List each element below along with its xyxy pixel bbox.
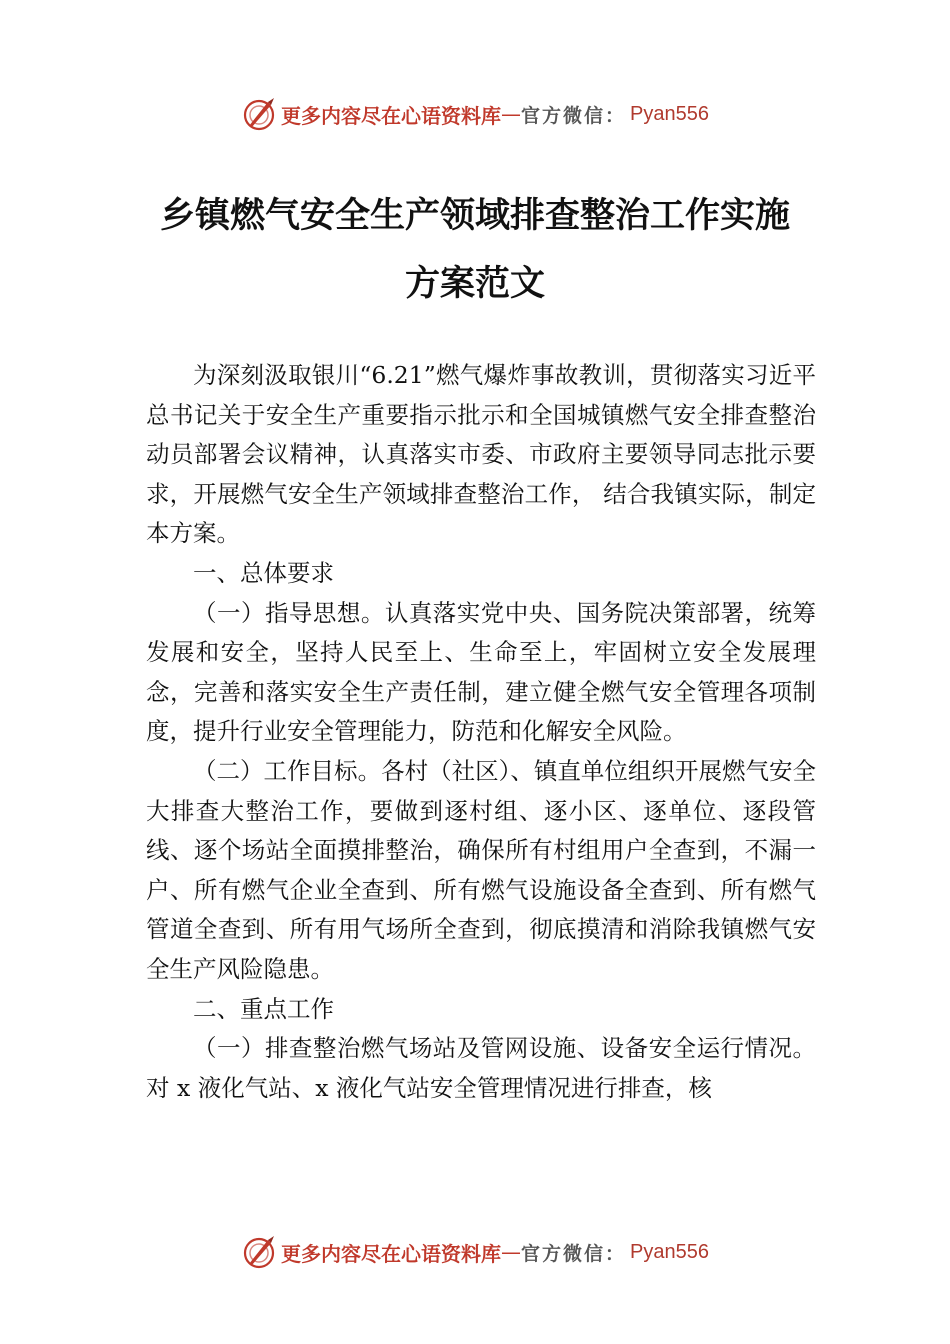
section-heading-general-requirements: 一、总体要求 xyxy=(193,558,334,587)
document-body xyxy=(146,356,816,1108)
header-brand-text: 更多内容尽在心语资料库 xyxy=(281,103,501,128)
intro-paragraph: 为深刻汲取银川“6.21”燃气爆炸事故教训，贯彻落实习近平总书记关于安全生产重要指示批示和全国城镇燃气安全排查整治动员部署会议精神，认真落实市委、市政府主要领导同志批示要求，开展燃气安全生产领域排查整治工作， 结合我镇实际，制定本方案。 xyxy=(146,361,816,548)
header-banner xyxy=(0,94,950,134)
document-title-line-2: 方案范文 xyxy=(404,263,545,304)
section-heading-key-work: 二、重点工作 xyxy=(193,994,334,1023)
footer-wechat-id: Pyan556 xyxy=(630,1240,709,1263)
guiding-ideology-paragraph: （一）指导思想。认真落实党中央、国务院决策部署，统筹发展和安全，坚持人民至上、生命至上，牢固树立安全发展理念，完善和落实安全生产责任制，建立健全燃气安全管理各项制度，提升行业安全管理能力，防范和化解安全风险。 xyxy=(146,598,816,746)
header-wechat-id: Pyan556 xyxy=(630,102,709,125)
footer-wechat-label: 官方微信： xyxy=(521,1242,627,1265)
work-objectives-paragraph: （二）工作目标。各村（社区）、镇直单位组织开展燃气安全大排查大整治工作，要做到逐村组、逐小区、逐单位、逐段管线、逐个场站全面摸排整治，确保所有村组用户全查到，不漏一户、所有燃气企业全查到、所有燃气设施设备全查到、所有燃气管道全查到、所有用气场所全查到，彻底摸清和消除我镇燃气安全生产风险隐患。 xyxy=(146,756,816,983)
document-title-line-1: 乡镇燃气安全生产领域排查整治工作实施 xyxy=(159,195,790,236)
footer-brand-text: 更多内容尽在心语资料库 xyxy=(281,1241,501,1266)
header-wechat-label: 官方微信： xyxy=(521,104,627,127)
key-work-item-1-paragraph: （一）排查整治燃气场站及管网设施、设备安全运行情况。对 x 液化气站、x 液化气站安全管理情况进行排查，核 xyxy=(146,1034,816,1102)
quill-logo-icon xyxy=(241,96,277,132)
footer-banner xyxy=(0,1232,950,1272)
footer-dash: — xyxy=(501,1240,521,1264)
header-dash: — xyxy=(501,102,521,126)
quill-logo-icon xyxy=(241,1234,277,1270)
